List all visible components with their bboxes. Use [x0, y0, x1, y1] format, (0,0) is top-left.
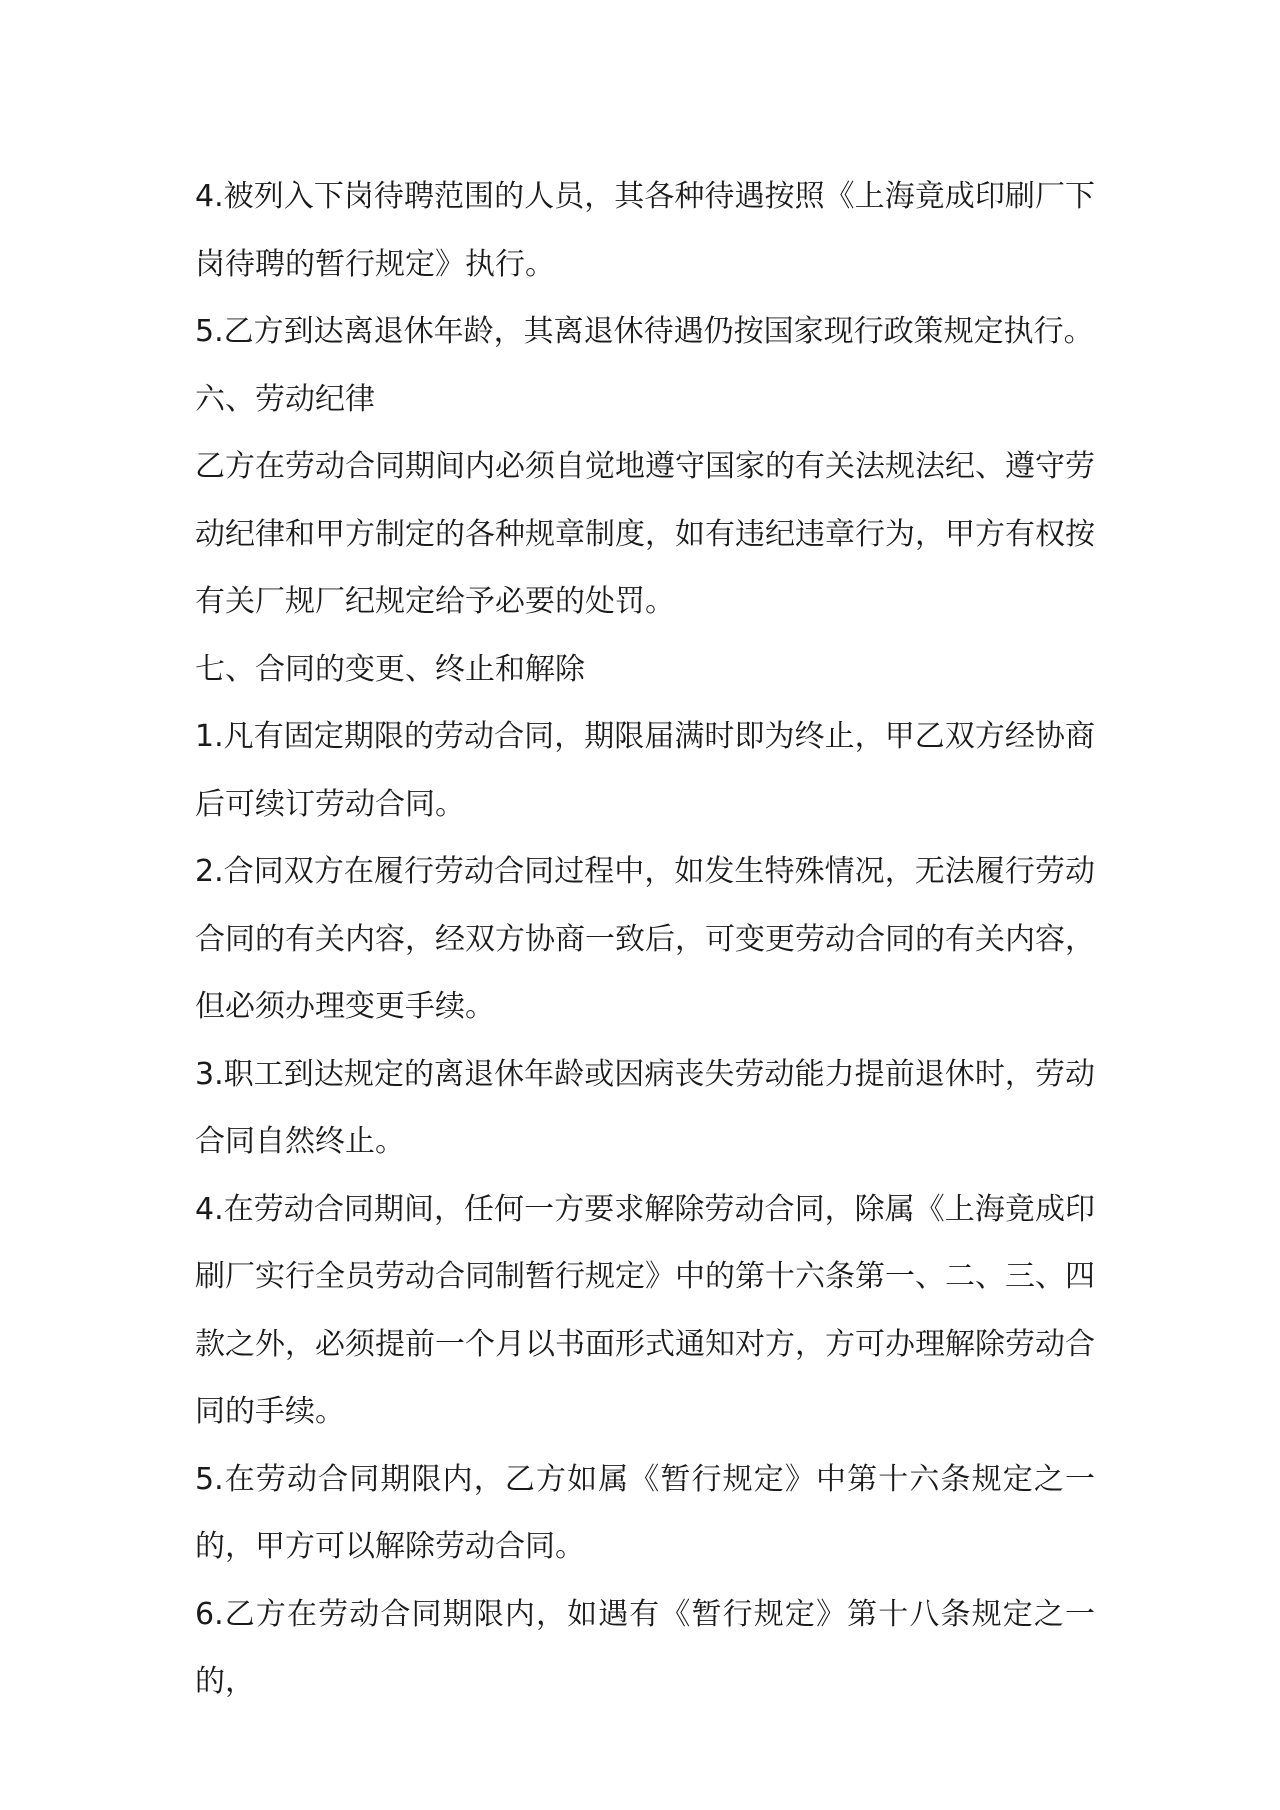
section-heading-contract-change: 七、合同的变更、终止和解除 — [195, 651, 585, 687]
paragraph-discipline-body: 乙方在劳动合同期间内必须自觉地遵守国家的有关法规法纪、遵守劳动纪律和甲方制定的各种规章制度，如有违纪违章行为，甲方有权按有关厂规厂纪规定给予必要的处罚。 — [195, 449, 1095, 619]
paragraph-item-2-modification: 2.合同双方在履行劳动合同过程中，如发生特殊情况，无法履行劳动合同的有关内容，经双方协商一致后，可变更劳动合同的有关内容，但必须办理变更手续。 — [195, 854, 1095, 1024]
paragraph-item-4-rescission: 4.在劳动合同期间，任何一方要求解除劳动合同，除属《上海竟成印刷厂实行全员劳动合同制暂行规定》中的第十六条第一、二、三、四款之外，必须提前一个月以书面形式通知对方，方可办理解除劳动合同的手续。 — [195, 1191, 1095, 1429]
paragraph-item-5-retirement: 5.乙方到达离退休年龄，其离退休待遇仍按国家现行政策规定执行。 — [195, 314, 1094, 349]
paragraph-item-6-rescission: 6.乙方在劳动合同期限内，如遇有《暂行规定》第十八条规定之一的， — [195, 1596, 1095, 1699]
document-body — [195, 163, 1095, 1716]
paragraph-item-4-treatment: 4.被列入下岗待聘范围的人员，其各种待遇按照《上海竟成印刷厂下岗待聘的暂行规定》执行。 — [195, 179, 1095, 282]
section-heading-labor-discipline: 六、劳动纪律 — [195, 381, 375, 417]
paragraph-item-1-fixed-term: 1.凡有固定期限的劳动合同，期限届满时即为终止，甲乙双方经协商后可续订劳动合同。 — [195, 719, 1095, 822]
paragraph-item-5-rescission: 5.在劳动合同期限内，乙方如属《暂行规定》中第十六条规定之一的，甲方可以解除劳动合同。 — [195, 1461, 1095, 1564]
paragraph-item-3-termination: 3.职工到达规定的离退休年龄或因病丧失劳动能力提前退休时，劳动合同自然终止。 — [195, 1056, 1095, 1159]
